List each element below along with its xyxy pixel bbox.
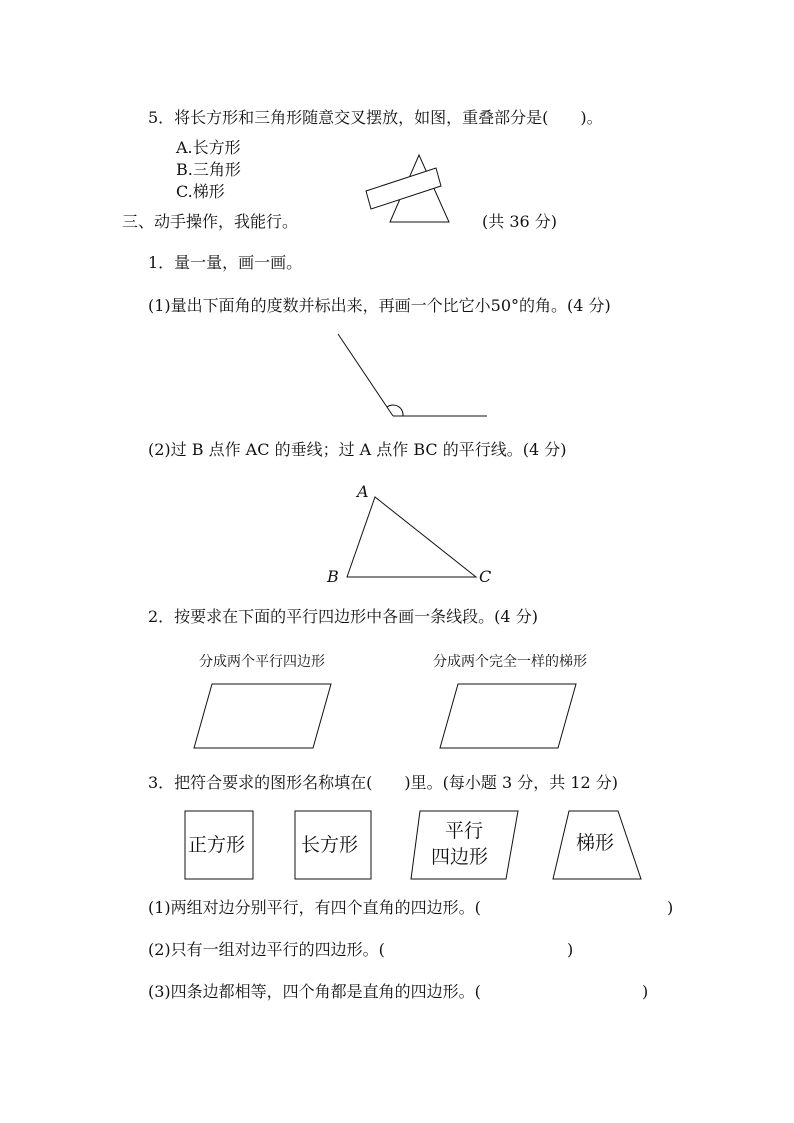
triangle-abc-shape — [347, 497, 476, 577]
q1-sub2: (2)过 B 点作 AC 的垂线；过 A 点作 BC 的平行线。(4 分) — [148, 440, 567, 459]
q3-item-2-close: ) — [567, 940, 574, 959]
q3-item-2: (2)只有一组对边平行的四边形。( — [148, 940, 385, 959]
q2-title: 2．按要求在下面的平行四边形中各画一条线段。(4 分) — [148, 607, 538, 626]
q1-angle-figure — [338, 334, 487, 416]
shape-label-trapezoid: 梯形 — [576, 832, 615, 854]
parallelogram-right — [440, 684, 576, 748]
vertex-label-a: A — [357, 482, 369, 501]
q5-option-c: C.梯形 — [176, 182, 225, 201]
q5-rectangle-shape — [366, 168, 441, 209]
q5-stem: 5．将长方形和三角形随意交叉摆放，如图，重叠部分是( )。 — [148, 108, 603, 127]
vertex-label-b: B — [327, 567, 339, 586]
q3-item-1-close: ) — [667, 898, 674, 917]
angle-ray-upper — [338, 334, 393, 416]
vertex-label-c: C — [479, 567, 492, 586]
triangle-abc-figure — [347, 497, 476, 577]
section3-title: 三、动手操作，我能行。 — [122, 212, 299, 231]
shape-label-parallelogram-line1: 平行 — [445, 820, 484, 842]
q1-sub1: (1)量出下面角的度数并标出来，再画一个比它小50°的角。(4 分) — [148, 296, 611, 315]
q2-right-caption: 分成两个完全一样的梯形 — [433, 654, 587, 670]
q2-left-caption: 分成两个平行四边形 — [199, 654, 325, 670]
q5-overlap-figure — [366, 155, 449, 222]
q3-item-3-close: ) — [642, 982, 649, 1001]
section3-score: (共 36 分) — [482, 212, 558, 231]
shape-label-parallelogram-line2: 四边形 — [431, 846, 489, 868]
parallelogram-left — [194, 684, 331, 748]
q3-item-3: (3)四条边都相等，四个角都是直角的四边形。( — [148, 982, 481, 1001]
q5-option-a: A.长方形 — [176, 138, 241, 157]
q3-item-1: (1)两组对边分别平行，有四个直角的四边形。( — [148, 898, 481, 917]
q1-title: 1．量一量，画一画。 — [148, 253, 303, 272]
shape-label-rectangle: 长方形 — [301, 834, 359, 856]
shape-label-square: 正方形 — [188, 834, 246, 856]
q5-option-b: B.三角形 — [176, 160, 241, 179]
q3-title: 3．把符合要求的图形名称填在( )里。(每小题 3 分，共 12 分) — [148, 773, 619, 792]
